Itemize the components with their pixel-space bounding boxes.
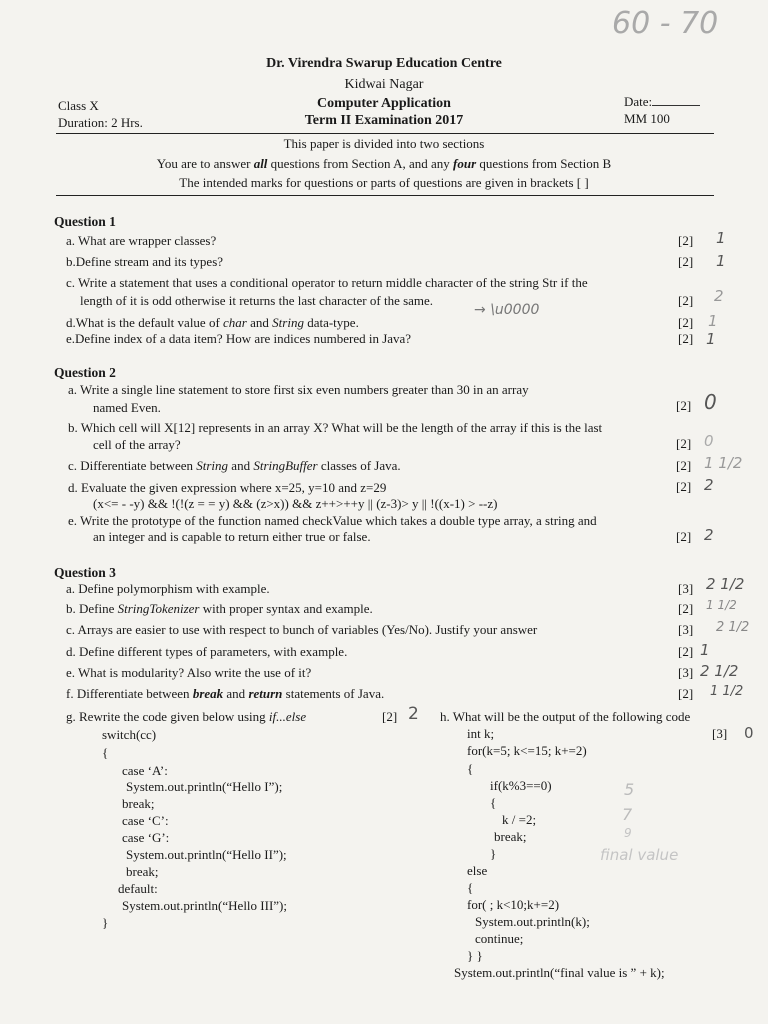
q3-c-score: 2 1/2	[716, 620, 750, 635]
instruction-line-1: This paper is divided into two sections	[283, 136, 485, 151]
q2-b-score: 0	[704, 432, 714, 450]
q3-e-score: 2 1/2	[700, 662, 739, 680]
q2-e-line1: e. Write the prototype of the function named checkValue which takes a double type array, a string and	[68, 513, 597, 528]
code-h-line: continue;	[475, 931, 524, 946]
q3-c-mark: [3]	[678, 622, 694, 637]
code-h-line: k / =2;	[502, 812, 537, 827]
school-location: Kidwai Nagar	[344, 77, 424, 92]
q3-f-score: 1 1/2	[710, 684, 744, 699]
q2-d-score: 2	[704, 476, 714, 494]
code-h-line: else	[467, 863, 488, 878]
code-g-line: System.out.println(“Hello III”);	[122, 898, 287, 913]
q3-b-score: 1 1/2	[706, 598, 737, 612]
q3-h-score: 0	[744, 724, 754, 742]
q1-d-annotation: → \u0000	[474, 302, 540, 318]
q2-e-mark: [2]	[676, 529, 692, 544]
instruction-line-3: The intended marks for questions or parts of questions are given in brackets [ ]	[179, 175, 589, 190]
q2-d-mark: [2]	[676, 479, 692, 494]
q3-a: a. Define polymorphism with example.	[66, 581, 270, 596]
q2-d-line2: (x<= - -y) && !(!(z = = y) && (z>x)) && z++>++y || (z-3)> y || !((x-1) > --z)	[93, 496, 498, 511]
code-g-line: break;	[126, 864, 159, 879]
code-h-line: for(k=5; k<=15; k+=2)	[467, 743, 587, 758]
q3-g: g. Rewrite the code given below using if...else	[66, 709, 307, 724]
code-h-line: } }	[467, 948, 483, 963]
header-rule-bottom	[56, 195, 714, 196]
q2-a-mark: [2]	[676, 398, 692, 413]
pencil-note: final value	[600, 846, 679, 864]
q3-d-mark: [2]	[678, 644, 694, 659]
q1-c-score: 2	[714, 287, 724, 305]
code-h-line: {	[467, 761, 474, 776]
q2-e-line2: an integer and is capable to return either true or false.	[93, 529, 371, 544]
q1-b: b.Define stream and its types?	[66, 254, 224, 269]
code-h-line: {	[467, 880, 474, 895]
code-h-line: int k;	[467, 726, 495, 741]
exam-title: Term II Examination 2017	[304, 113, 464, 128]
q3-f: f. Differentiate between break and return statements of Java.	[66, 686, 385, 701]
q1-a-score: 1	[716, 229, 726, 247]
q1-c-line2: length of it is odd otherwise it returns the last character of the same.	[80, 293, 434, 308]
q3-title: Question 3	[54, 565, 116, 580]
code-h-line: for( ; k<10;k+=2)	[467, 897, 560, 912]
code-g-line: System.out.println(“Hello I”);	[126, 779, 283, 794]
q1-d: d.What is the default value of char and String data-type.	[66, 315, 359, 330]
q3-a-mark: [3]	[678, 581, 694, 596]
duration-label: Duration: 2 Hrs.	[58, 115, 143, 130]
class-label: Class X	[58, 98, 99, 113]
q2-c-score: 1 1/2	[704, 454, 743, 472]
q1-e-mark: [2]	[678, 331, 694, 346]
q1-d-mark: [2]	[678, 315, 694, 330]
q3-e-mark: [3]	[678, 665, 694, 680]
q3-e: e. What is modularity? Also write the use of it?	[66, 665, 312, 680]
q3-h: h. What will be the output of the following code	[440, 709, 691, 724]
q1-c-mark: [2]	[678, 293, 694, 308]
code-g-line: default:	[118, 881, 158, 896]
q1-d-score: 1	[708, 312, 718, 330]
school-name: Dr. Virendra Swarup Education Centre	[266, 56, 502, 71]
pencil-note: 5	[624, 780, 635, 799]
q1-a-mark: [2]	[678, 233, 694, 248]
q3-d-score: 1	[700, 641, 710, 659]
max-marks: MM 100	[624, 111, 670, 126]
code-g-line: {	[102, 745, 109, 760]
code-h-line: break;	[494, 829, 527, 844]
code-g-line: case ‘A’:	[122, 763, 168, 778]
q3-b: b. Define StringTokenizer with proper syntax and example.	[66, 601, 373, 616]
code-h-line: }	[490, 846, 497, 861]
q1-a: a. What are wrapper classes?	[66, 233, 217, 248]
q3-c: c. Arrays are easier to use with respect to bunch of variables (Yes/No). Justify your answer	[66, 622, 538, 637]
q2-d-line1: d. Evaluate the given expression where x=25, y=10 and z=29	[68, 480, 387, 495]
q1-title: Question 1	[54, 214, 116, 229]
q3-d: d. Define different types of parameters, with example.	[66, 644, 348, 659]
q1-e: e.Define index of a data item? How are indices numbered in Java?	[66, 331, 412, 346]
pencil-note: 7	[622, 805, 633, 824]
q2-b-mark: [2]	[676, 436, 692, 451]
instruction-line-2: You are to answer all questions from Section A, and any four questions from Section B	[156, 156, 612, 171]
q1-c-line1: c. Write a statement that uses a conditional operator to return middle character of the string Str if the	[66, 275, 588, 290]
q2-title: Question 2	[54, 365, 116, 380]
code-h-line: if(k%3==0)	[490, 778, 552, 793]
q3-h-mark: [3]	[712, 726, 728, 741]
code-g-line: break;	[122, 796, 155, 811]
q2-e-score: 2	[704, 526, 714, 544]
q2-a-line1: a. Write a single line statement to store first six even numbers greater than 30 in an array	[68, 382, 529, 397]
code-g-line: switch(cc)	[102, 727, 157, 742]
code-g-line: }	[102, 915, 109, 930]
q3-b-mark: [2]	[678, 601, 694, 616]
q2-a-score: 0	[704, 390, 717, 414]
q1-b-mark: [2]	[678, 254, 694, 269]
code-g-line: case ‘C’:	[122, 813, 169, 828]
date-label: Date:	[624, 94, 700, 110]
q2-a-line2: named Even.	[93, 400, 161, 415]
q3-g-score: 2	[408, 704, 419, 724]
code-h-line: System.out.println(k);	[475, 914, 590, 929]
code-h-line: System.out.println(“final value is ” + k);	[454, 965, 665, 980]
q2-b-line1: b. Which cell will X[12] represents in an array X? What will be the length of the array if this is the last	[68, 420, 603, 435]
q3-a-score: 2 1/2	[706, 575, 745, 593]
code-g-line: System.out.println(“Hello II”);	[126, 847, 287, 862]
pencil-note: 9	[624, 826, 632, 840]
q2-b-line2: cell of the array?	[93, 437, 181, 452]
q3-g-mark: [2]	[382, 709, 398, 724]
code-g-line: case ‘G’:	[122, 830, 170, 845]
q2-c-mark: [2]	[676, 458, 692, 473]
q1-b-score: 1	[716, 252, 726, 270]
code-h-line: {	[490, 795, 497, 810]
q1-e-score: 1	[706, 330, 716, 348]
subject-title: Computer Application	[317, 96, 451, 111]
q2-c: c. Differentiate between String and StringBuffer classes of Java.	[68, 458, 401, 473]
header-rule-top	[56, 133, 714, 134]
q3-f-mark: [2]	[678, 686, 694, 701]
handwritten-score-range: 60 - 70	[612, 6, 719, 41]
